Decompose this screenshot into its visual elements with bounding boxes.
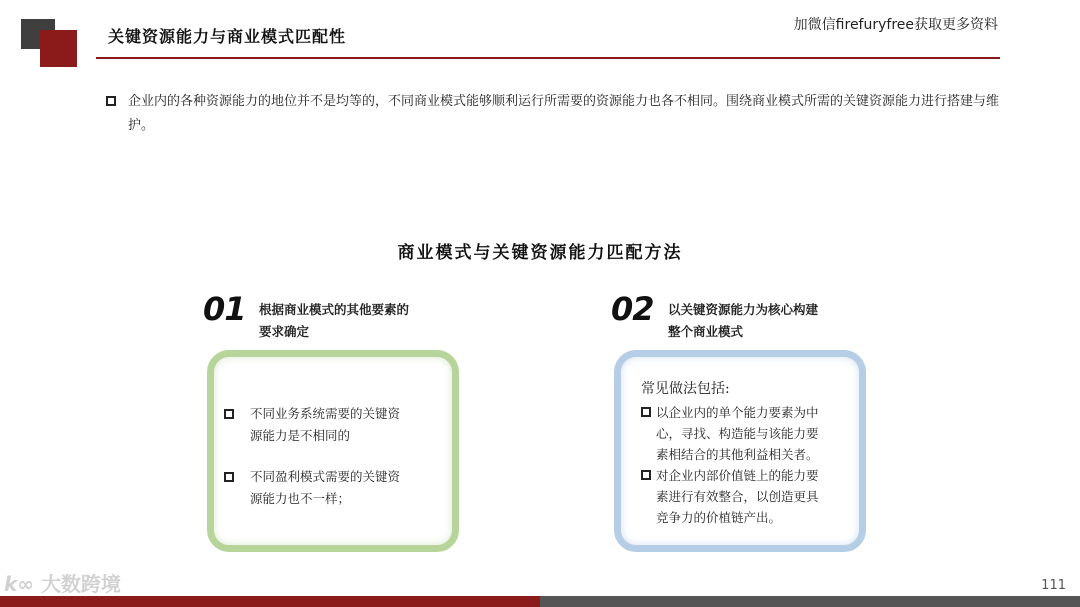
footer-bar-red: [0, 596, 540, 607]
footer-bar-gray: [540, 596, 1080, 607]
header-note: 加微信firefuryfree获取更多资料: [793, 17, 998, 33]
checkbox-bullet-icon: [641, 470, 651, 480]
card-02-bullet-1-line2: 心，寻找、构造能与该能力要: [656, 426, 819, 441]
header-divider: [96, 57, 1000, 59]
checkbox-bullet-icon: [106, 96, 116, 106]
intro-text: 企业内的各种资源能力的地位并不是均等的，不同商业模式能够顺利运行所需要的资源能力也各不相同。围绕商业模式所需的关键资源能力进行搭建与维护。: [128, 94, 1000, 133]
card-01-bullet-1: [224, 403, 444, 447]
page-number: 111: [1041, 578, 1066, 593]
method-number-02: 02: [611, 290, 654, 328]
card-02-bullet-1-line3: 素相结合的其他利益相关者。: [656, 447, 819, 462]
method-number-01: 01: [203, 290, 246, 328]
method-desc-01-line1: 根据商业模式的其他要素的: [259, 302, 410, 317]
logo-square-red: [40, 30, 77, 67]
checkbox-bullet-icon: [224, 472, 234, 482]
method-desc-01-line2: 要求确定: [259, 324, 310, 339]
card-01-bullet-1-line2: 源能力是不相同的: [250, 428, 351, 443]
method-desc-02-line2: 整个商业模式: [668, 324, 744, 339]
card-02-bullet-2-line2: 素进行有效整合，以创造更具: [656, 489, 819, 504]
card-01-bullet-2-line2: 源能力也不一样；: [250, 491, 351, 506]
card-02-bullet-1: [641, 402, 856, 465]
card-02-bullet-2-line1: 对企业内部价值链上的能力要: [656, 468, 819, 483]
page-title: 关键资源能力与商业模式匹配性: [108, 27, 347, 46]
watermark-text: 大数跨境: [40, 572, 121, 596]
method-desc-02-line1: 以关键资源能力为核心构建: [668, 302, 819, 317]
card-02-lead: 常见做法包括:: [641, 381, 730, 397]
section-title: 商业模式与关键资源能力匹配方法: [397, 243, 683, 263]
card-02-bullet-2: [641, 465, 856, 528]
card-01-bullet-1-line1: 不同业务系统需要的关键资: [250, 406, 401, 421]
checkbox-bullet-icon: [224, 409, 234, 419]
watermark-logo-icon: k∞: [4, 572, 34, 596]
watermark: [4, 568, 121, 597]
method-desc-01: [259, 299, 409, 343]
card-02-bullet-2-line3: 竞争力的价植链产出。: [656, 510, 782, 525]
card-01-bullet-2: [224, 466, 444, 510]
method-card-01: [207, 350, 459, 552]
method-desc-02: [668, 299, 818, 343]
checkbox-bullet-icon: [641, 407, 651, 417]
intro-paragraph: [106, 90, 1006, 138]
card-01-bullet-2-line1: 不同盈利模式需要的关键资: [250, 469, 401, 484]
card-02-bullet-1-line1: 以企业内的单个能力要素为中: [656, 405, 819, 420]
